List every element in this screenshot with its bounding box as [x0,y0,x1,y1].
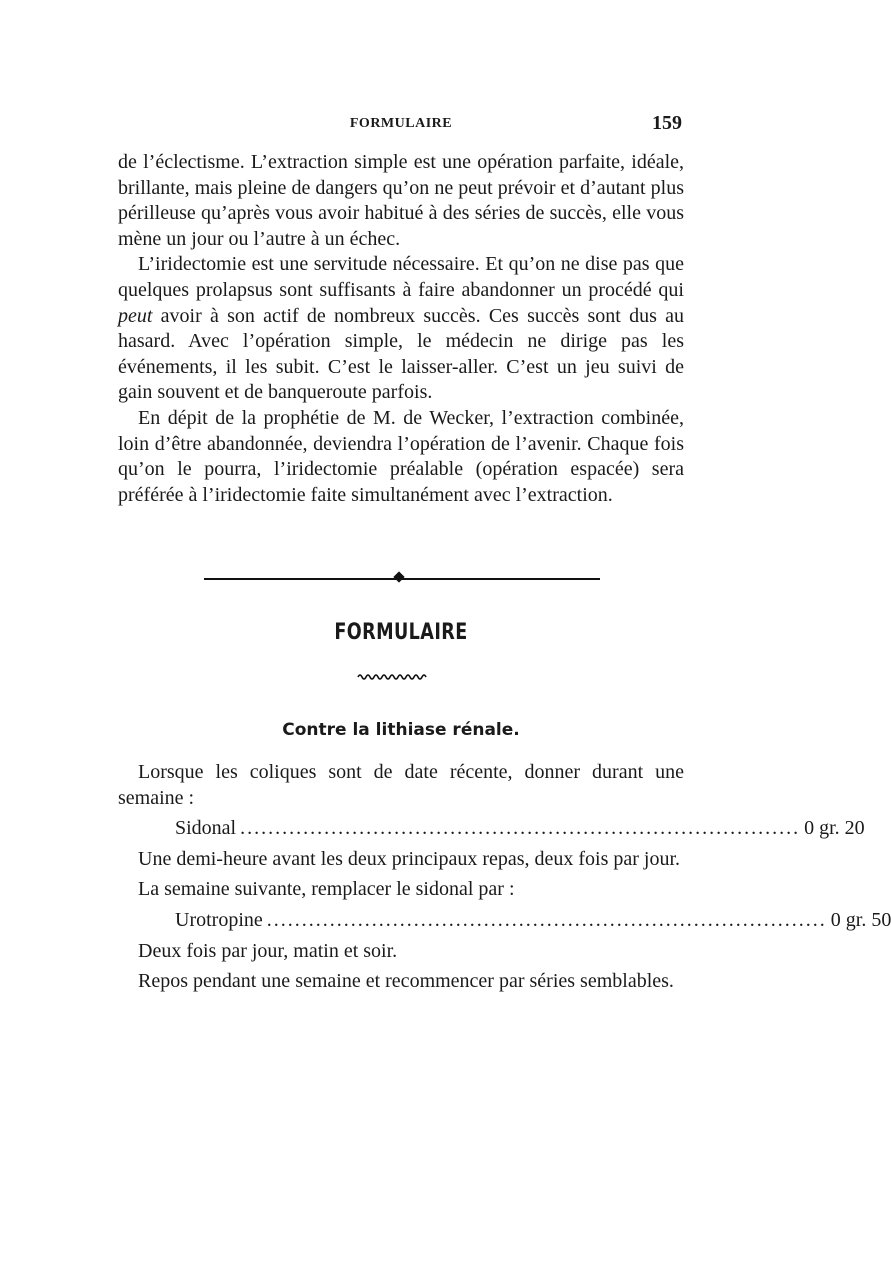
paragraph-3: En dépit de la prophétie de M. de Wecker, l’extraction combinée, loin d’être abandonnée, deviendra l’opération de l’avenir. Chaque fois qu’on le pourra, l’iridectomie préalable (opération espacée) sera préférée à l’iridectomie faite simultanément avec l’extraction. [118,406,684,506]
drug-dose: 0 gr. 50 [830,908,891,931]
drug-name: Sidonal [175,817,237,840]
paragraph-2-end: avoir à son actif de nombreux succès. Ces succès sont dus au hasard. Avec l’opération simple, le médecin ne dirige pas les événements, il les subit. C’est le laisser-aller. C’est un jeu suivi de gain souvent et de banqueroute parfois. [118,304,684,404]
wavy-ornament [358,673,426,681]
recipe-instruction-1: Une demi-heure avant les deux principaux repas, deux fois par jour. [138,847,681,870]
recipe-intro: Lorsque les coliques sont de date récente, donner durant une semaine : [118,761,684,809]
recipe-week-2: La semaine suivante, remplacer le sidonal par : [138,878,515,901]
drug-dose: 0 gr. 20 [804,817,865,840]
drug-name: Urotropine [175,908,263,931]
paragraph-2-italic: peut [118,304,153,327]
page-number: 159 [652,112,682,134]
running-title: FORMULAIRE [349,116,453,131]
divider-diamond-ornament [393,571,404,582]
dot-leader: ................................................................................ [240,817,801,840]
recipe-instruction-2: Deux fois par jour, matin et soir. [138,939,398,962]
paragraph-1: de l’éclectisme. L’extraction simple est une opération parfaite, idéale, brillante, mais pleine de dangers qu’on ne peut prévoir et d’autant plus périlleuse qu’après vous avoir habitué à des séries de succès, elle vous mène un jour ou l’autre à un échec. [118,151,684,250]
recipe-title: Contre la lithiase rénale. [282,720,520,740]
running-head [118,112,684,138]
paragraph-2-start: L’iridectomie est une servitude nécessaire. Et qu’on ne dise pas que quelques prolapsus sont suffisants à faire abandonner un procédé qui [118,253,684,301]
recipe-body [118,760,891,1000]
recipe-closing: Repos pendant une semaine et recommencer par séries semblables. [138,970,674,993]
body-text [118,150,684,508]
prescription-line-urotropine [175,908,891,934]
dot-leader: ................................................................................ [266,908,827,931]
section-title: FORMULAIRE [334,620,468,645]
prescription-line-sidonal [175,816,865,842]
paragraph-2 [118,252,684,406]
